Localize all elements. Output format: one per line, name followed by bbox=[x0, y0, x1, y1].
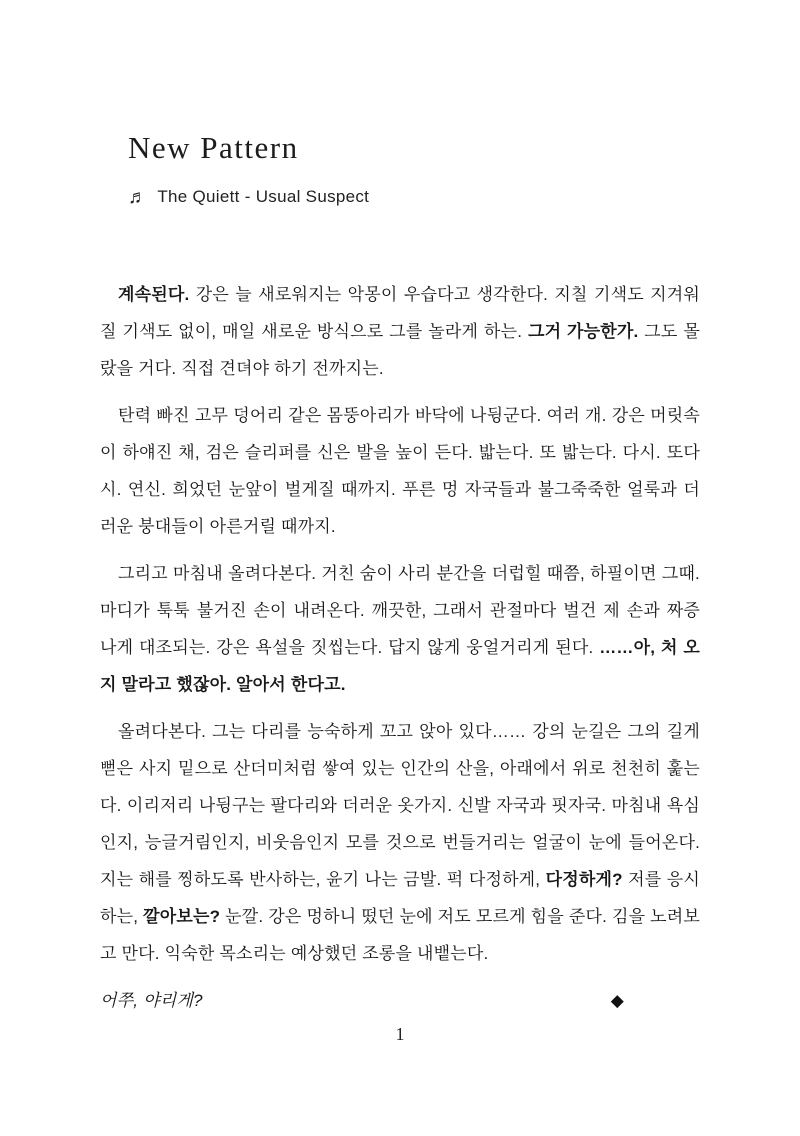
story-body bbox=[100, 276, 700, 1019]
body-text-run: 눈깔. 강은 멍하니 떴던 눈에 저도 모르게 힘을 준다. 김을 노려보고 만다. 익숙한 목소리는 예상했던 조롱을 내뱉는다. bbox=[100, 907, 700, 963]
bold-text: 다정하게? bbox=[545, 870, 623, 889]
bold-text: 계속된다. bbox=[118, 285, 190, 304]
bold-text: ……아, 처 오지 말라고 했잖아. 알아서 한다고. bbox=[100, 638, 701, 694]
paragraph-2 bbox=[100, 397, 700, 545]
music-note-icon: ♬ bbox=[128, 187, 148, 208]
body-text-run: 탄력 빠진 고무 덩어리 같은 몸뚱아리가 바닥에 나뒹군다. 여러 개. 강은 머릿속이 하얘진 채, 검은 슬리퍼를 신은 발을 높이 든다. 밟는다. 또 밟는다. 다시. 또다시. 연신. 희었던 눈앞이 벌게질 때까지. 푸른 멍 자국들과 불그죽죽한 얼룩과 더러운 붕대들이 아른거릴 때까지. bbox=[100, 406, 700, 536]
body-text-run: 그리고 마침내 올려다본다. 거친 숨이 사리 분간을 더럽힐 때쯤, 하필이면 그때. 마디가 툭툭 불거진 손이 내려온다. 깨끗한, 그래서 관절마다 벌건 제 손과 짜증 나게 대조되는. 강은 욕설을 짓씹는다. 답지 않게 웅얼거리게 된다. bbox=[100, 564, 700, 657]
page-number: 1 bbox=[395, 1024, 405, 1044]
bold-text: 그거 가능한가. bbox=[527, 322, 639, 341]
page-title: New Pattern bbox=[128, 130, 299, 165]
body-text-run: 그도 몰랐을 거다. 직접 견뎌야 하기 전까지는. bbox=[100, 322, 700, 378]
paragraph-3 bbox=[100, 555, 700, 703]
body-text-run: 강은 늘 새로워지는 악몽이 우습다고 생각한다. 지칠 기색도 지겨워질 기색도 없이, 매일 새로운 방식으로 그를 놀라게 하는. bbox=[100, 285, 700, 341]
paragraph-1 bbox=[100, 276, 700, 387]
section-end-diamond-icon: ◆ bbox=[610, 991, 624, 1010]
song-credit-text: The Quiett - Usual Suspect bbox=[157, 187, 370, 206]
closing-line bbox=[100, 982, 700, 1019]
bold-text: 깔아보는? bbox=[143, 907, 221, 926]
italic-text: 어쭈, 야리게? bbox=[100, 991, 203, 1010]
body-text-run: 저를 응시하는, bbox=[100, 870, 700, 926]
paragraph-4 bbox=[100, 713, 700, 972]
body-text-run: 올려다본다. 그는 다리를 능숙하게 꼬고 앉아 있다…… 강의 눈길은 그의 길게 뻗은 사지 밑으로 산더미처럼 쌓여 있는 인간의 산을, 아래에서 위로 천천히 훑는다. 이리저리 나뒹구는 팔다리와 더러운 옷가지. 신발 자국과 핏자국. 마침내 욕심인지, 능글거림인지, 비웃음인지 모를 것으로 번들거리는 얼굴이 눈에 들어온다. 지는 해를 찡하도록 반사하는, 윤기 나는 금발. 퍽 다정하게, bbox=[100, 722, 700, 889]
song-credit bbox=[128, 186, 369, 208]
